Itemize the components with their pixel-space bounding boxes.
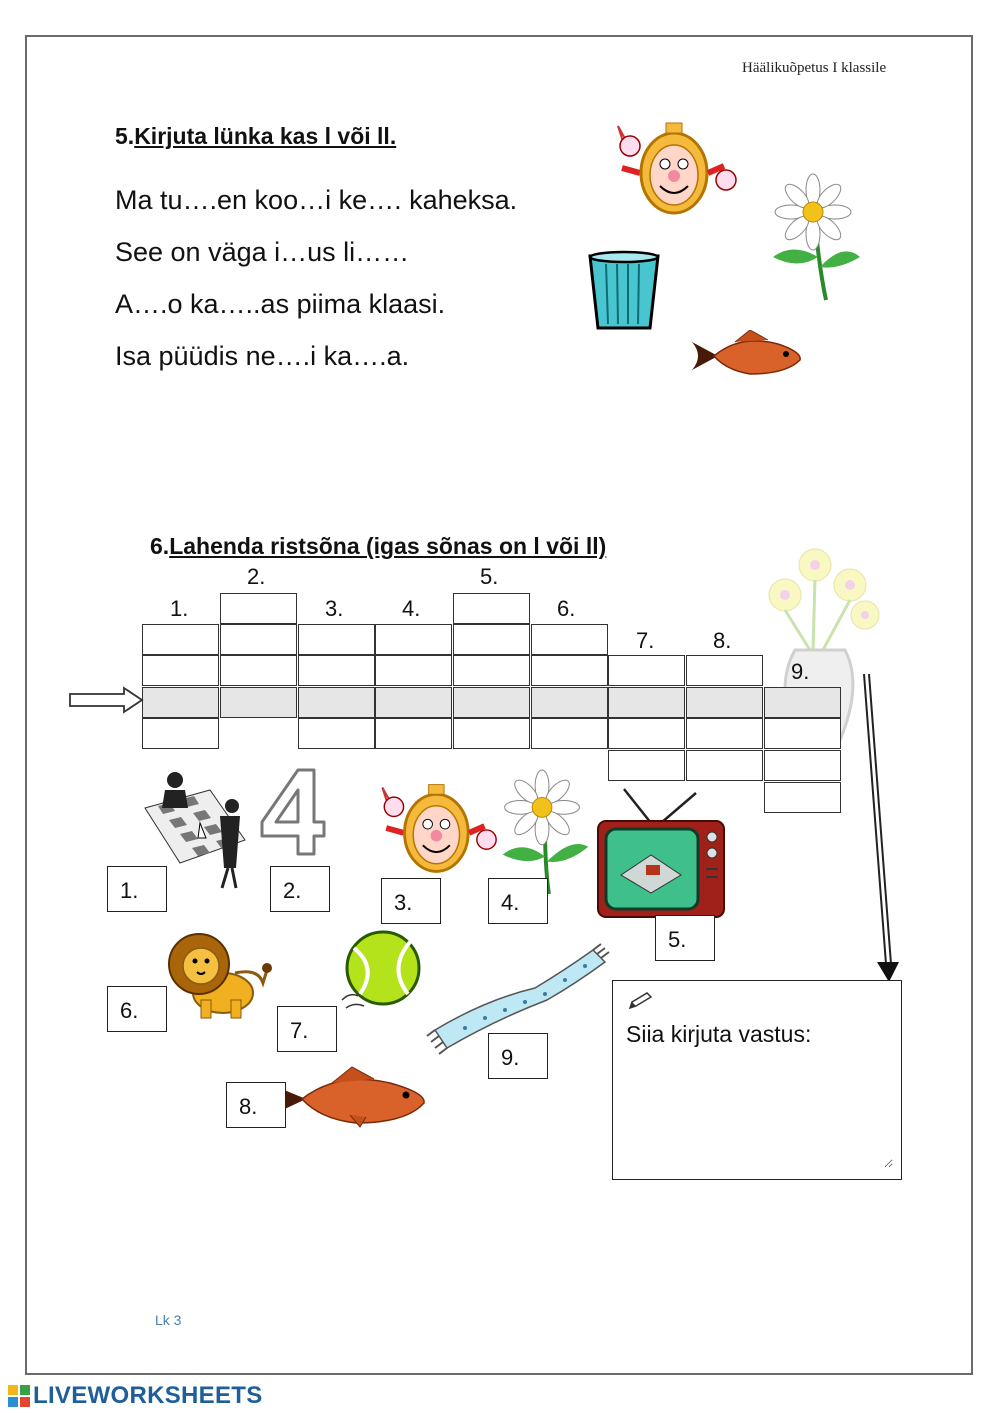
crossword-cell[interactable] (531, 718, 608, 749)
crossword-number-5: 5. (480, 564, 499, 589)
crossword-cell[interactable] (142, 718, 219, 749)
crossword-number-2: 2. (247, 564, 266, 589)
crossword-cell[interactable] (608, 750, 685, 781)
daisy-picture-2 (497, 768, 592, 896)
picture-label-2: 2. (270, 866, 330, 912)
task5-sentence-1: Ma tu….en koo…i ke…. kaheksa. (115, 185, 518, 215)
tennis-ball-picture (338, 930, 423, 1012)
picture-label-4: 4. (488, 878, 548, 924)
fish-picture-small (690, 330, 805, 380)
crossword-number-8: 8. (713, 628, 732, 653)
crossword-cell[interactable] (764, 718, 841, 749)
crossword-cell[interactable] (764, 750, 841, 781)
crossword-cell-keyword[interactable] (220, 687, 297, 718)
crossword-number-6: 6. (557, 596, 576, 621)
number-four-picture (258, 766, 328, 858)
crossword-cell[interactable] (375, 624, 452, 655)
crossword-cell-keyword[interactable] (142, 687, 219, 718)
picture-label-1: 1. (107, 866, 167, 912)
task5-number: 5 (115, 123, 128, 149)
task6-title: 6.Lahenda ristsõna (igas sõnas on l või ll) (150, 533, 607, 559)
crossword-cell[interactable] (298, 718, 375, 749)
crossword-number-4: 4. (402, 596, 421, 621)
pencil-icon (627, 991, 655, 1011)
picture-label-9: 9. (488, 1033, 548, 1079)
page-number: Lk 3 (155, 1312, 182, 1328)
crossword-cell-keyword[interactable] (453, 687, 530, 718)
picture-label-5: 5. (655, 915, 715, 961)
crossword-cell[interactable] (298, 655, 375, 686)
crossword-number-1: 1. (170, 596, 189, 621)
crossword-cell[interactable] (764, 782, 841, 813)
clock-picture-2 (365, 778, 500, 878)
answer-label: Siia kirjuta vastus: (626, 1021, 812, 1047)
task6-instruction: Lahenda ristsõna (igas sõnas on l või ll) (169, 533, 607, 559)
liveworksheets-logo-icon (8, 1385, 30, 1407)
fish-picture-large (270, 1065, 430, 1130)
picture-label-6: 6. (107, 986, 167, 1032)
crossword-number-9: 9. (791, 659, 810, 684)
task5-sentence-4: Isa püüdis ne….i ka….a. (115, 341, 410, 371)
lion-picture (163, 928, 281, 1023)
daisy-picture (768, 172, 863, 302)
picture-label-7: 7. (277, 1006, 337, 1052)
task5-sentence-3: A….o ka…..as piima klaasi. (115, 289, 446, 319)
clock-picture (600, 118, 740, 218)
crossword-cell-keyword[interactable] (608, 687, 685, 718)
crossword-cell[interactable] (453, 624, 530, 655)
crossword-cell-keyword[interactable] (764, 687, 841, 718)
answer-box (612, 980, 902, 1180)
crossword-cell[interactable] (375, 655, 452, 686)
picture-label-8: 8. (226, 1082, 286, 1128)
crossword-cell[interactable] (686, 655, 763, 686)
crossword-cell[interactable] (298, 624, 375, 655)
crossword-cell-keyword[interactable] (298, 687, 375, 718)
answer-input[interactable] (625, 1059, 893, 1168)
crossword-cell[interactable] (142, 655, 219, 686)
crossword-cell[interactable] (531, 624, 608, 655)
crossword-cell[interactable] (453, 718, 530, 749)
crossword-number-7: 7. (636, 628, 655, 653)
crossword-cell[interactable] (686, 750, 763, 781)
crossword-cell[interactable] (220, 624, 297, 655)
crossword-cell[interactable] (142, 624, 219, 655)
crossword-cell[interactable] (375, 718, 452, 749)
crossword-cell[interactable] (220, 655, 297, 686)
crossword-cell[interactable] (608, 655, 685, 686)
crossword-cell[interactable] (686, 718, 763, 749)
crossword-cell[interactable] (531, 655, 608, 686)
task5-sentence-2: See on väga i…us li…… (115, 237, 410, 267)
picture-label-3: 3. (381, 878, 441, 924)
keyword-arrow-icon (68, 686, 146, 714)
liveworksheets-brand: LIVEWORKSHEETS (33, 1382, 263, 1409)
header-title: Häälikuõpetus I klassile (742, 60, 887, 76)
crossword-cell[interactable] (608, 718, 685, 749)
liveworksheets-logo[interactable] (8, 1383, 263, 1409)
task6-number: 6 (150, 533, 163, 559)
crossword-number-3: 3. (325, 596, 344, 621)
glass-picture (586, 250, 662, 332)
crossword-cell-keyword[interactable] (531, 687, 608, 718)
crossword-cell[interactable] (453, 655, 530, 686)
crossword-cell[interactable] (220, 593, 297, 624)
crossword-cell-keyword[interactable] (375, 687, 452, 718)
task5-instruction: Kirjuta lünka kas l või ll. (134, 123, 397, 149)
task5-title: 5.Kirjuta lünka kas l või ll. (115, 123, 397, 149)
crossword-cell[interactable] (453, 593, 530, 624)
answer-arrow-icon (855, 672, 900, 984)
tv-picture (596, 785, 728, 920)
crossword-cell-keyword[interactable] (686, 687, 763, 718)
